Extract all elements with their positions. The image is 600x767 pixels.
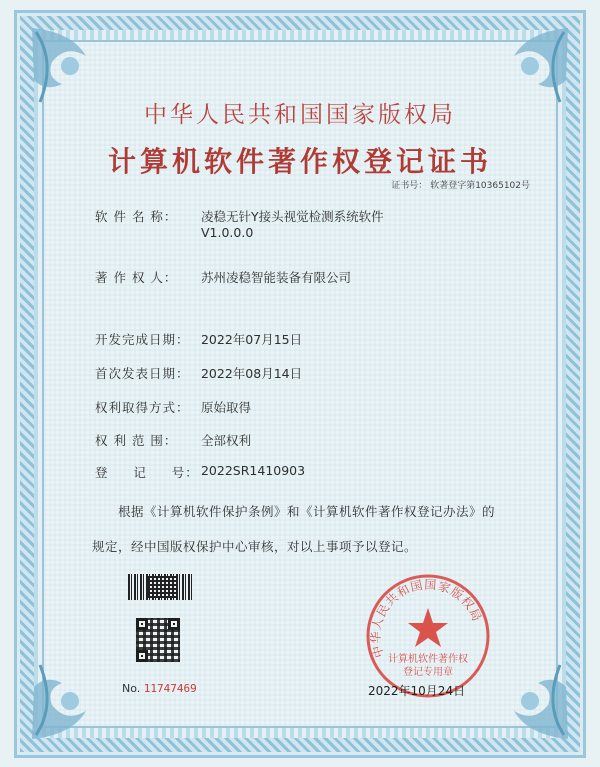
certificate-number-label: 证书号： [391, 181, 428, 191]
field-rights-scope [95, 431, 251, 449]
certificate-number-value: 软著登字第10365102号 [430, 181, 530, 191]
issuing-authority: 中华人民共和国国家版权局 [144, 102, 456, 128]
certificate-title: 计算机软件著作权登记证书 [107, 145, 492, 178]
field-value [201, 207, 384, 240]
field-value: 原始取得 [200, 400, 251, 415]
software-name-value: 凌稳无针Y接头视觉检测系统软件 [200, 209, 384, 224]
field-acquisition-method [95, 398, 251, 416]
serial-label: No. [122, 682, 141, 695]
field-first-publication-date [95, 364, 302, 382]
qr-code [136, 618, 180, 662]
issue-date: 2022年10月24日 [368, 684, 466, 698]
field-software-name [95, 207, 384, 240]
field-copyright-owner [95, 268, 351, 286]
seal-star-icon [408, 608, 448, 647]
seal-ring-text: 中华人民共和国国家版权局 [368, 577, 485, 660]
seal-inner-line-1: 计算机软件著作权 [388, 654, 468, 665]
corner-ornament-bottom-right [482, 653, 574, 745]
field-registration-number [95, 463, 305, 481]
corner-ornament-bottom-left [26, 653, 118, 745]
field-development-date [95, 330, 302, 348]
field-label: 登 记 号： [95, 465, 199, 480]
field-value: 2022年07月15日 [200, 332, 303, 347]
field-value: 2022年08月14日 [200, 366, 303, 381]
field-value: 苏州凌稳智能装备有限公司 [200, 270, 351, 285]
statement-line-1: 根据《计算机软件保护条例》和《计算机软件著作权登记办法》的 [118, 504, 496, 519]
field-label: 权 利 范 围： [95, 433, 178, 448]
field-label: 著 作 权 人： [95, 270, 178, 285]
software-version-value: V1.0.0.0 [200, 225, 254, 240]
certificate-number [391, 178, 530, 191]
field-value: 2022SR1410903 [200, 463, 306, 478]
field-label: 权利取得方式： [95, 400, 190, 415]
field-label: 开发完成日期： [95, 332, 190, 347]
field-label: 软 件 名 称： [95, 209, 178, 224]
field-value: 全部权利 [200, 433, 251, 448]
serial-value: 11747469 [143, 682, 197, 695]
serial-number [122, 682, 197, 695]
statement-line-2: 规定，经中国版权保护中心审核，对以上事项予以登记。 [92, 539, 418, 554]
seal-inner-line-2: 登记专用章 [403, 667, 453, 678]
barcode [128, 574, 192, 600]
field-label: 首次发表日期： [95, 366, 190, 381]
